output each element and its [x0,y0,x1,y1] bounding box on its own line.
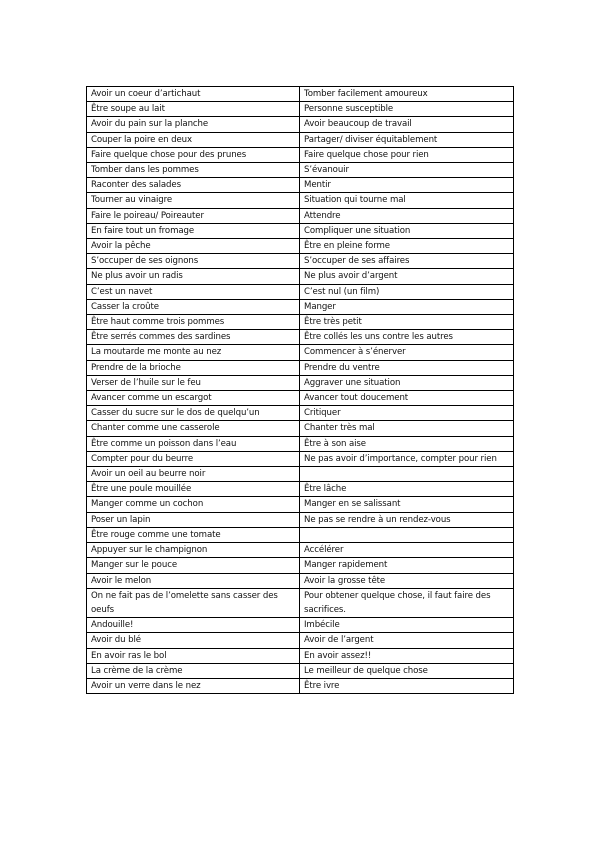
meaning-cell: Avoir beaucoup de travail [300,117,514,132]
table-row [87,663,514,678]
table-row [87,299,514,314]
table-row [87,406,514,421]
meaning-cell: Tomber facilement amoureux [300,87,514,102]
table-row [87,543,514,558]
table-row [87,527,514,542]
meaning-cell: S’occuper de ses affaires [300,254,514,269]
expression-cell: Avoir un coeur d’artichaut [87,87,300,102]
table-row [87,345,514,360]
expression-cell: Verser de l’huile sur le feu [87,375,300,390]
meaning-cell: Faire quelque chose pour rien [300,147,514,162]
expression-cell: Être haut comme trois pommes [87,315,300,330]
meaning-cell: Le meilleur de quelque chose [300,663,514,678]
meaning-cell: Situation qui tourne mal [300,193,514,208]
meaning-cell: Manger en se salissant [300,497,514,512]
table-row [87,87,514,102]
meaning-cell: Manger [300,299,514,314]
expression-cell: En faire tout un fromage [87,223,300,238]
meaning-cell: Accélérer [300,543,514,558]
table-row [87,284,514,299]
meaning-cell: Être à son aise [300,436,514,451]
meaning-cell: Avoir la grosse tête [300,573,514,588]
meaning-cell: Compliquer une situation [300,223,514,238]
table-row [87,633,514,648]
table-row [87,147,514,162]
expression-cell: Être serrés commes des sardines [87,330,300,345]
meaning-cell: Mentir [300,178,514,193]
table-row [87,467,514,482]
meaning-cell: Être très petit [300,315,514,330]
meaning-cell: Avoir de l’argent [300,633,514,648]
table-row [87,223,514,238]
expression-cell: C’est un navet [87,284,300,299]
meaning-cell: En avoir assez!! [300,648,514,663]
expression-cell: Ne plus avoir un radis [87,269,300,284]
expression-cell: Prendre de la brioche [87,360,300,375]
meaning-cell: Partager/ diviser équitablement [300,132,514,147]
table-row [87,360,514,375]
meaning-cell: Être collés les uns contre les autres [300,330,514,345]
expression-cell: La moutarde me monte au nez [87,345,300,360]
expression-cell: Couper la poire en deux [87,132,300,147]
expression-cell: Casser la croûte [87,299,300,314]
table-row [87,512,514,527]
expression-cell: Raconter des salades [87,178,300,193]
meaning-cell: Manger rapidement [300,558,514,573]
expression-cell: Compter pour du beurre [87,451,300,466]
expression-cell: Être une poule mouillée [87,482,300,497]
expression-cell: Avoir la pêche [87,239,300,254]
meaning-cell: Ne pas avoir d’importance, compter pour rien [300,451,514,466]
table-row [87,254,514,269]
meaning-cell: Être lâche [300,482,514,497]
expression-cell: La crème de la crème [87,663,300,678]
meaning-cell: C’est nul (un film) [300,284,514,299]
table-row [87,163,514,178]
table-row [87,102,514,117]
table-row [87,330,514,345]
table-row [87,558,514,573]
expression-cell: En avoir ras le bol [87,648,300,663]
table-row [87,375,514,390]
expression-cell: Casser du sucre sur le dos de quelqu’un [87,406,300,421]
meaning-cell: Être en pleine forme [300,239,514,254]
meaning-cell: Ne pas se rendre à un rendez-vous [300,512,514,527]
table-row [87,269,514,284]
meaning-cell: Pour obtener quelque chose, il faut faire des sacrifices. [300,588,514,617]
table-row [87,678,514,693]
table-row [87,421,514,436]
meaning-cell: Personne susceptible [300,102,514,117]
meaning-cell: Chanter très mal [300,421,514,436]
expression-cell: On ne fait pas de l’omelette sans casser des oeufs [87,588,300,617]
expression-cell: Andouille! [87,618,300,633]
expression-cell: Poser un lapin [87,512,300,527]
expression-cell: Être rouge comme une tomate [87,527,300,542]
meaning-cell [300,467,514,482]
expression-cell: Avoir du blé [87,633,300,648]
table-row [87,588,514,617]
expression-cell: Appuyer sur le champignon [87,543,300,558]
table-row [87,391,514,406]
table-row [87,117,514,132]
meaning-cell: Ne plus avoir d’argent [300,269,514,284]
meaning-cell: Attendre [300,208,514,223]
table-row [87,482,514,497]
expression-cell: Faire le poireau/ Poireauter [87,208,300,223]
meaning-cell: Imbécile [300,618,514,633]
table-row [87,648,514,663]
expression-cell: Avancer comme un escargot [87,391,300,406]
meaning-cell: S’évanouir [300,163,514,178]
expression-cell: Être comme un poisson dans l’eau [87,436,300,451]
table-row [87,208,514,223]
table-row [87,618,514,633]
meaning-cell: Critiquer [300,406,514,421]
table-row [87,239,514,254]
expression-cell: Tourner au vinaigre [87,193,300,208]
table-row [87,573,514,588]
expression-cell: Avoir du pain sur la planche [87,117,300,132]
expression-cell: Chanter comme une casserole [87,421,300,436]
meaning-cell: Être ivre [300,678,514,693]
expression-cell: Manger comme un cochon [87,497,300,512]
expression-cell: Avoir un verre dans le nez [87,678,300,693]
table-row [87,193,514,208]
meaning-cell [300,527,514,542]
meaning-cell: Commencer à s’énerver [300,345,514,360]
table-row [87,315,514,330]
meaning-cell: Avancer tout doucement [300,391,514,406]
expression-cell: Manger sur le pouce [87,558,300,573]
expression-cell: Être soupe au lait [87,102,300,117]
expression-cell: Avoir le melon [87,573,300,588]
meaning-cell: Aggraver une situation [300,375,514,390]
expression-cell: Tomber dans les pommes [87,163,300,178]
expressions-table [86,86,514,694]
expression-cell: Faire quelque chose pour des prunes [87,147,300,162]
table-row [87,436,514,451]
table-row [87,497,514,512]
table-row [87,132,514,147]
table-row [87,178,514,193]
meaning-cell: Prendre du ventre [300,360,514,375]
expression-cell: S’occuper de ses oignons [87,254,300,269]
expression-cell: Avoir un oeil au beurre noir [87,467,300,482]
expressions-table-body [87,87,514,694]
table-row [87,451,514,466]
